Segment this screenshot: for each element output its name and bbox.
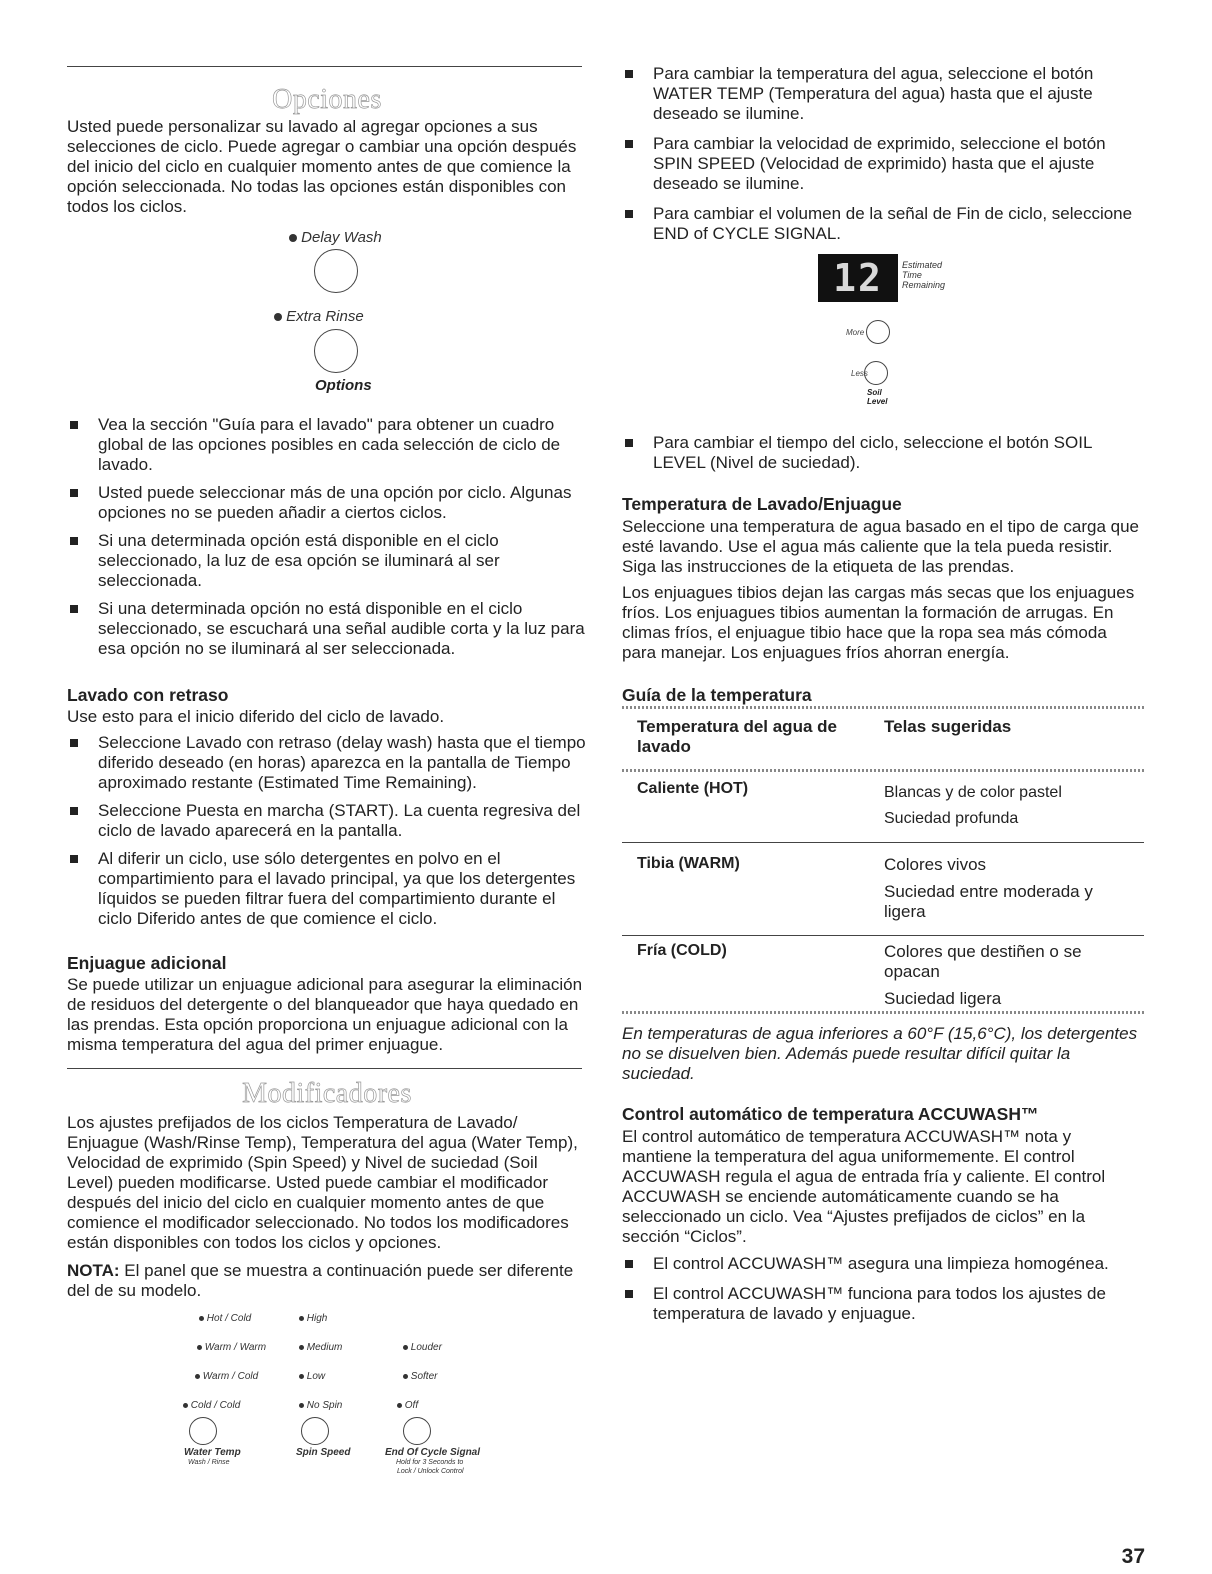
divider bbox=[622, 769, 1144, 772]
indicator-light-icon bbox=[199, 1316, 204, 1321]
list-item: Seleccione Lavado con retraso (delay wash) hasta que el tiempo diferido deseado (en horas) aparezca en la pantalla de Tiempo aproximado restante (Estimated Time Remaining). bbox=[67, 733, 587, 793]
soil-level-label: Soil Level bbox=[867, 388, 888, 406]
indicator-light-icon bbox=[289, 234, 297, 242]
temp-lavado-p1: Seleccione una temperatura de agua basado en el tipo de carga que esté lavando. Use el agua más caliente que la tela pueda resistir. Siga las instrucciones de la etiqueta de las prendas. bbox=[622, 517, 1139, 576]
nota: NOTA: El panel que se muestra a continuación puede ser diferente del de su modelo. bbox=[67, 1261, 574, 1300]
water-temp-button[interactable] bbox=[189, 1417, 217, 1445]
divider bbox=[622, 706, 1144, 709]
table-cell-fabrics: Colores que destiñen o se opacan Suciedad ligera bbox=[884, 942, 1082, 1008]
spin-low: Low bbox=[299, 1371, 325, 1382]
estimated-time-label: Estimated Time Remaining bbox=[902, 260, 946, 290]
table-cell-fabrics: Blancas y de color pastel Suciedad profunda bbox=[884, 784, 1062, 827]
list-item: Para cambiar la velocidad de exprimido, seleccione el botón SPIN SPEED (Velocidad de exprimido) hasta que el ajuste deseado se ilumine. bbox=[622, 134, 1142, 194]
table-row bbox=[622, 849, 1144, 936]
temperature-table bbox=[622, 780, 1144, 1014]
water-temp-sub: Wash / Rinse bbox=[188, 1459, 230, 1466]
temp-lavado-p2: Los enjuagues tibios dejan las cargas más secas que los enjuagues fríos. Los enjuagues tibios aumentan la formación de arrugas. En climas fríos, el enjuague tibio hace que la ropa sea más cómoda para manejar. Los enjuagues fríos ahorran energía. bbox=[622, 583, 1135, 662]
accuwash-text: El control automático de temperatura ACCUWASH™ nota y mantiene la temperatura del agua uniformemente. El control ACCUWASH regula el agua de entrada fría y caliente. El control ACCUWASH se enciende automáticamente cuando se ha seleccionado un ciclo. Vea “Ajustes prefijados de ciclos” en la sección “Ciclos”. bbox=[622, 1127, 1106, 1246]
list-item: El control ACCUWASH™ funciona para todos los ajustes de temperatura de lavado y enjuague. bbox=[622, 1284, 1142, 1324]
opciones-bullets bbox=[67, 415, 587, 659]
list-item: Si una determinada opción está disponible en el ciclo seleccionado, la luz de esa opción se iluminará al ser seleccionada. bbox=[67, 531, 587, 591]
section-title-opciones: Opciones bbox=[272, 84, 382, 115]
list-item: Seleccione Puesta en marcha (START). La cuenta regresiva del ciclo de lavado aparecerá en la pantalla. bbox=[67, 801, 587, 841]
list-item: Vea la sección "Guía para el lavado" para obtener un cuadro global de las opciones posibles en cada selección de ciclo de lavado. bbox=[67, 415, 587, 475]
less-button[interactable] bbox=[864, 361, 888, 385]
less-label: Less bbox=[851, 369, 868, 378]
list-item: El control ACCUWASH™ asegura una limpieza homogénea. bbox=[622, 1254, 1142, 1274]
opciones-intro: Usted puede personalizar su lavado al agregar opciones a sus selecciones de ciclo. Puede agregar o cambiar una opción después del inicio del ciclo en cualquier momento antes de que comience la opción seleccionada. No todas las opciones están disponibles con todos los ciclos. bbox=[67, 117, 577, 216]
delay-wash-label: Delay Wash bbox=[289, 229, 382, 246]
signal-louder: Louder bbox=[403, 1342, 442, 1353]
indicator-light-icon bbox=[299, 1403, 304, 1408]
indicator-light-icon bbox=[397, 1403, 402, 1408]
table-cell-temp: Fría (COLD) bbox=[637, 942, 727, 959]
indicator-light-icon bbox=[403, 1345, 408, 1350]
heading-guia-temperatura: Guía de la temperatura bbox=[622, 685, 812, 705]
spin-high: High bbox=[299, 1313, 327, 1324]
soil-level-panel bbox=[818, 254, 948, 414]
indicator-light-icon bbox=[299, 1345, 304, 1350]
extra-rinse-label: Extra Rinse bbox=[274, 308, 364, 325]
divider bbox=[67, 1068, 582, 1069]
accuwash-bullets bbox=[622, 1254, 1142, 1324]
table-row bbox=[622, 780, 1144, 843]
indicator-light-icon bbox=[197, 1345, 202, 1350]
modifiers-panel bbox=[171, 1313, 551, 1483]
more-button[interactable] bbox=[866, 320, 890, 344]
table-cell-temp: Caliente (HOT) bbox=[637, 780, 749, 797]
list-item: Si una determinada opción no está disponible en el ciclo seleccionado, se escuchará una señal audible corta y la luz para esa opción no se iluminará al ser seleccionada. bbox=[67, 599, 587, 659]
more-label: More bbox=[846, 328, 865, 337]
delay-wash-button[interactable] bbox=[314, 249, 358, 293]
divider bbox=[622, 1011, 1144, 1014]
end-of-cycle-signal-button[interactable] bbox=[403, 1417, 431, 1445]
modifier-bullets bbox=[622, 64, 1142, 244]
table-header-fabrics: Telas sugeridas bbox=[884, 717, 1012, 736]
enjuague-text: Se puede utilizar un enjuague adicional para asegurar la eliminación de residuos del detergente o del blanqueador que haya quedado en las prendas. Esta opción proporciona un enjuague adicional con la misma temperatura del agua del primer enjuague. bbox=[67, 975, 583, 1054]
indicator-light-icon bbox=[183, 1403, 188, 1408]
signal-off: Off bbox=[397, 1400, 418, 1411]
list-item: Para cambiar el tiempo del ciclo, seleccione el botón SOIL LEVEL (Nivel de suciedad). bbox=[622, 433, 1142, 473]
spin-medium: Medium bbox=[299, 1342, 342, 1353]
spin-speed-button[interactable] bbox=[301, 1417, 329, 1445]
heading-lavado-retraso: Lavado con retraso bbox=[67, 685, 229, 705]
table-row bbox=[622, 936, 1144, 1014]
modificadores-intro: Los ajustes prefijados de los ciclos Temperatura de Lavado/ Enjuague (Wash/Rinse Temp), Temperatura del agua (Water Temp), Velocidad de exprimido (Spin Speed) y Nivel de suciedad (Soil Level) pueden modificarse. Usted puede cambiar el modificador después del inicio del ciclo en cualquier momento antes de que comience el modificador seleccionado. No todos los modificadores están disponibles con todos los ciclos y opciones. bbox=[67, 1113, 578, 1252]
time-display: 12 bbox=[818, 254, 898, 302]
extra-rinse-button[interactable] bbox=[314, 329, 358, 373]
indicator-light-icon bbox=[299, 1316, 304, 1321]
water-temp-label: Water Temp bbox=[184, 1447, 241, 1458]
soil-bullet bbox=[622, 433, 1142, 473]
indicator-light-icon bbox=[195, 1374, 200, 1379]
water-temp-cold-cold: Cold / Cold bbox=[183, 1400, 240, 1411]
water-temp-warm-warm: Warm / Warm bbox=[197, 1342, 266, 1353]
options-caption: Options bbox=[315, 377, 372, 394]
list-item: Para cambiar la temperatura del agua, seleccione el botón WATER TEMP (Temperatura del agua) hasta que el ajuste deseado se ilumine. bbox=[622, 64, 1142, 124]
water-temp-hot-cold: Hot / Cold bbox=[199, 1313, 251, 1324]
lavado-retraso-intro: Use esto para el inicio diferido del ciclo de lavado. bbox=[67, 707, 445, 726]
list-item: Usted puede seleccionar más de una opción por ciclo. Algunas opciones no se pueden añadir a ciertos ciclos. bbox=[67, 483, 587, 523]
list-item: Al diferir un ciclo, use sólo detergentes en polvo en el compartimiento para el lavado principal, ya que los detergentes líquidos se pueden filtrar fuera del compartimiento durante el ciclo Diferido antes de que comience el ciclo. bbox=[67, 849, 587, 929]
list-item: Para cambiar el volumen de la señal de Fin de ciclo, seleccione END of CYCLE SIGNAL. bbox=[622, 204, 1142, 244]
indicator-light-icon bbox=[274, 313, 282, 321]
signal-sub-1: Hold for 3 Seconds to bbox=[396, 1459, 464, 1466]
temperature-note: En temperaturas de agua inferiores a 60°F (15,6°C), los detergentes no se disuelven bien. Además puede resultar difícil quitar la suciedad. bbox=[622, 1024, 1138, 1083]
table-cell-temp: Tibia (WARM) bbox=[637, 855, 740, 872]
lavado-retraso-bullets bbox=[67, 733, 587, 929]
heading-temperatura-lavado: Temperatura de Lavado/Enjuague bbox=[622, 494, 902, 514]
heading-accuwash: Control automático de temperatura ACCUWASH™ bbox=[622, 1104, 1039, 1124]
indicator-light-icon bbox=[299, 1374, 304, 1379]
indicator-light-icon bbox=[403, 1374, 408, 1379]
divider bbox=[67, 66, 582, 67]
signal-softer: Softer bbox=[403, 1371, 437, 1382]
page-number: 37 bbox=[1121, 1545, 1145, 1568]
spin-no-spin: No Spin bbox=[299, 1400, 342, 1411]
table-cell-fabrics: Colores vivos Suciedad entre moderada y ligera bbox=[884, 855, 1093, 921]
heading-enjuague-adicional: Enjuague adicional bbox=[67, 953, 227, 973]
section-title-modificadores: Modificadores bbox=[242, 1078, 412, 1109]
end-of-cycle-signal-label: End Of Cycle Signal bbox=[385, 1447, 481, 1458]
table-header-water-temp: Temperatura del agua de lavado bbox=[637, 717, 837, 756]
spin-speed-label: Spin Speed bbox=[296, 1447, 351, 1458]
signal-sub-2: Lock / Unlock Control bbox=[397, 1468, 464, 1475]
water-temp-warm-cold: Warm / Cold bbox=[195, 1371, 258, 1382]
